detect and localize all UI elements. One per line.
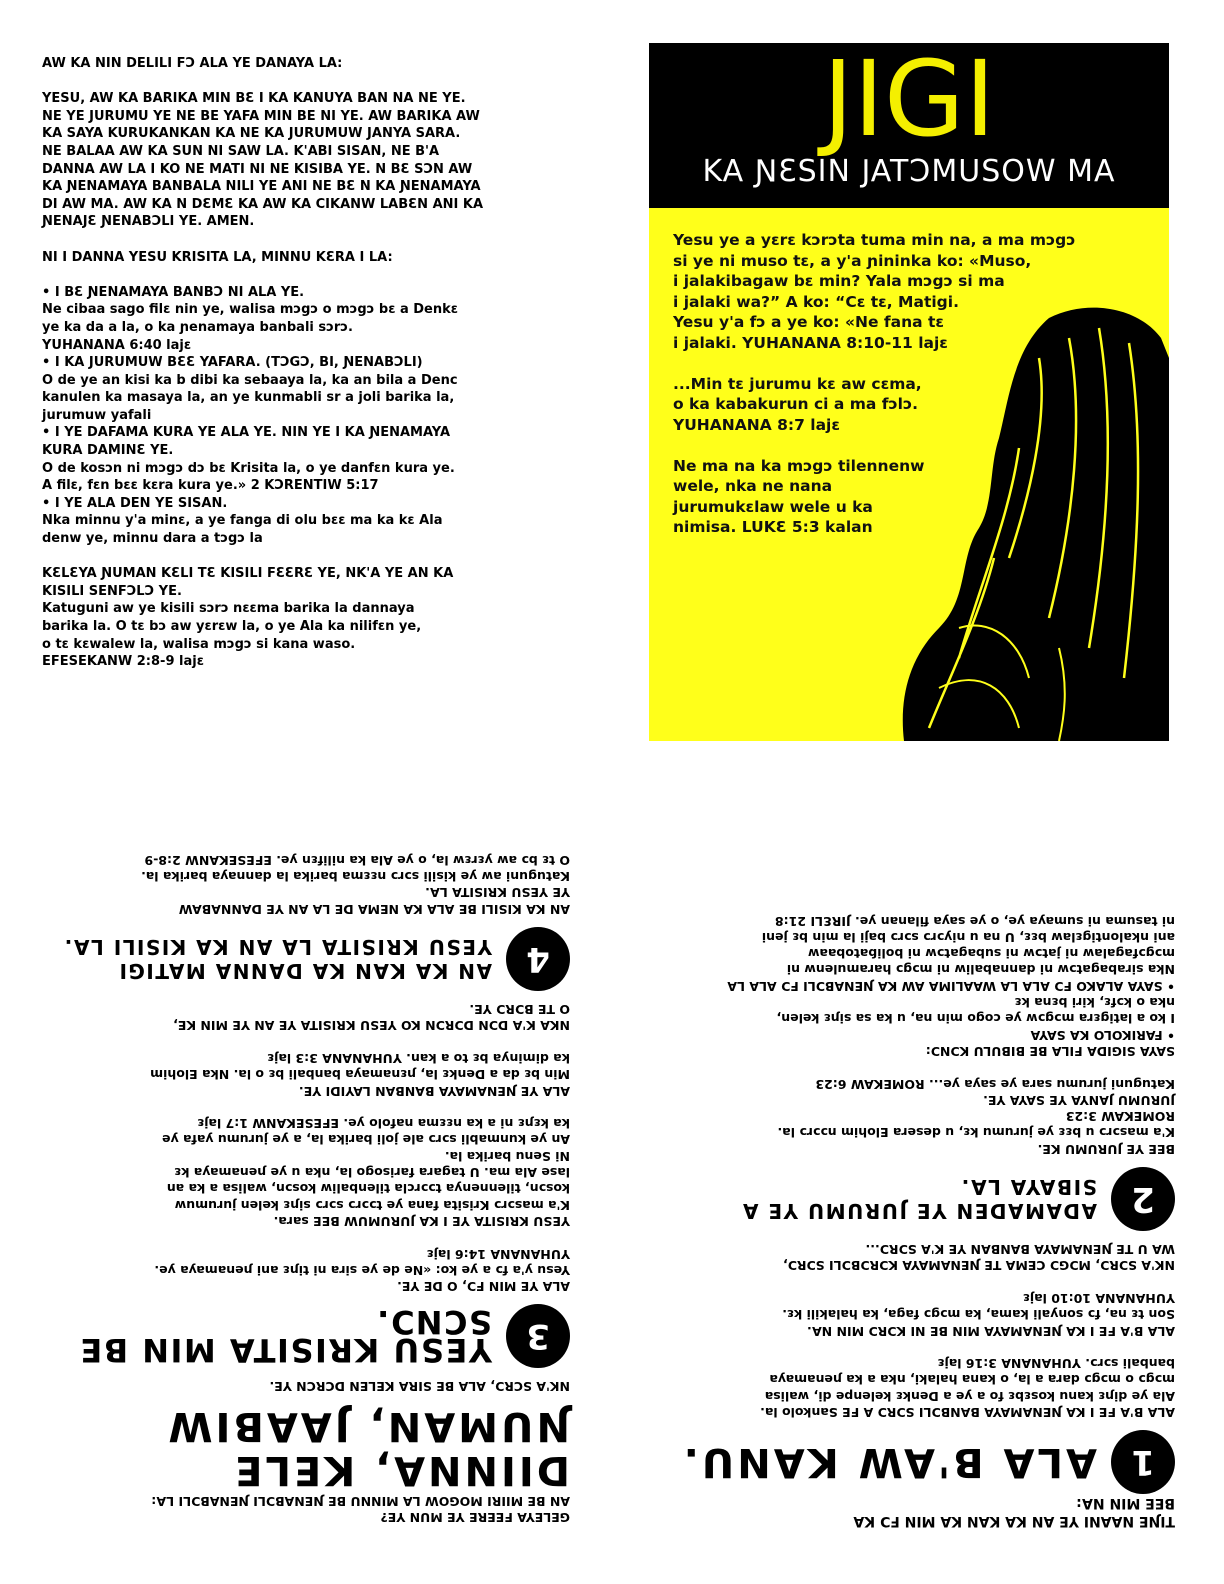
section-4-header — [30, 927, 570, 991]
section-3-text: ALA YE MIN FƆ, O DE YE. Yesu y'a fɔ a ye ko: «Ne de ye sira ni tiɲɛ ani ɲenamaya ye. YUHANANA 14:6 lajɛ YESU KRISITA YE I KA JURUMUW BEE sara. K'a masɔrɔ Krisita fana ye tɔɔrɔ sɔrɔ siɲɛ kelen jurumuw kosɔn, tilennenya tɔɔrcla tilenbaliw kosɔn, walisa a ka an lase Ala ma. U tagara farisogo la, nka u ye ɲenamaya kɛ Ni Senu barika la. An ye kunmabli sɔrɔ ale joli barika la, a ye jurumu yafa ye ka kɛɲɛ ni a ka nɛɛma nafolo ye. EFESEKANW 1:7 lajɛ ALA YE ƝENAMAYA BANBAN LAYIDI YE. Min bɛ da a Denkɛ la, ɲɛnamaya banbali bɛ o la. Nka Elohim ka diminya bɛ to a kan. YUHANANA 3:3 lajɛ NKA K'A DƆN DƆRƆN KO YESU KRISITA YE AN YE MIN KE, O TE BƆRƆ YE. — [150, 1002, 570, 1295]
section-4-title: AN KA KAN KA DANNA MATIGI YESU KRISITA LA AN KA KISILI LA. — [63, 934, 492, 983]
panel-left — [30, 825, 570, 1525]
panel-left-intro: GELEYA FEERE YE MUN YE? AN BE MIIRI MOGOW LA MINNU BE ƝENABƆLI ƝENABƆLI LA: — [151, 1493, 570, 1525]
section-3-title: YESU KRISITA MIN BE SCNƆ. — [78, 1303, 492, 1370]
cover-subtitle: KA ƝƐSIN JATƆMUSOW MA — [702, 154, 1116, 189]
panel-left-intro2: NK'A SCRƆ, ALA BE SIRA KELEN DCRCN YE. — [269, 1379, 570, 1395]
section-2-number: 2 — [1111, 1167, 1175, 1231]
section-4-number: 4 — [506, 927, 570, 991]
cover-scripture-text: Yesu ye a yɛrɛ kɔrɔta tuma min na, a ma mɔgɔ si ye ni muso tɛ, a y'a ɲininka ko: «Muso, i jalakibagaw bɛ min? Yala mɔgɔ si ma i jalaki wa?” A ko: “Cɛ tɛ, Matigi. Yesu y'a fɔ a ye ko: «Ne fana tɛ i jalaki. YUHANANA 8:10-11 lajɛ ...Min tɛ jurumu kɛ aw cɛma, o ka kabakurun ci a ma fɔlɔ. YUHANANA 8:7 lajɛ Ne ma na ka mɔgɔ tilennenw wele, nka ne nana jurumukɛlaw wele u ka nimisa. LUKƐ 5:3 kalan — [673, 231, 1076, 536]
panel-right-intro: TIƝE NAANI YE AN KA KAN KA MIN FƆ KA BEE MIN NA: — [853, 1495, 1175, 1529]
section-1-text: ALA B'A FE I KA ƝENAMAYA BANBƆLI SƆRƆ A FE Sankolo la. Ala ye diɲɛ kanu kosɛbɛ fo a ye a Denkɛ kelenpe di, walisa mɔgɔ o mɔgɔ dara a la, o kana halaki, nka a ka ɲenamaya banbali sɔrɔ. YUHANANA 3:16 lajɛ ALA B'A FE I KA ƝENAMAYA MIN BE NI KƆRƆ MIN NA. Son tɛ na, fɔ sonyali kama, ka mɔgɔ faga, ka halakili kɛ. YUHANANA 10:10 lajɛ NK'A SƆRƆ, MƆGƆ CEMA TE ƝENAMAYA KƆRƆBƆLI SƆRƆ, WA U TE ƝENAMAYA BANBAN YE K'A SƆRƆ... — [760, 1242, 1175, 1420]
cover-title: JIGI — [822, 38, 996, 160]
section-1-header — [655, 1430, 1175, 1494]
section-2-header — [655, 1167, 1175, 1231]
section-2-text: BEE YE JURUMU KE. K'a masɔrɔ u bɛɛ ye jurumu kɛ, u desera Elohim nɔɔrɔ la. ROMEKAW 3:23 JURUMU JANYA YE SAYA YE. Katuguni jurumu sara ye saya ye... ROMEKAW 6:23 SAYA SIGIDA FILA BE BIBULU KƆNƆ: • FARIKOLO KA SAYA I ko a latigɛra mɔgɔw ye cogo min na, u ka sa siɲɛ kelen, nka o kɔfɛ, kiri bɛna kɛ • SAYA ALAKO FƆ ALA LA WAALIMA AW KA ƝENABƆLI FƆ ALA LA Nka sirabagatɔw ni dannabaliw ni mɔgɔ haramulenw ni mɔgɔfagalaw ni jatɔw ni subagatɔw ni boliɓatobaaw ani nkalontigɛlaw bɛɛ, U na u niyɔrɔ sɔrɔ baji la min bɛ jeni ni tasuma ni sumaya ye, o ye saya filanan ye. JIRƐLI 21:8 — [727, 913, 1175, 1157]
panel-left-headline: DIINNA, KELE ƝUMAN, JAABIW — [165, 1403, 570, 1494]
cover-body — [649, 208, 1169, 741]
section-3-header — [30, 1304, 570, 1368]
prayer-text: AW KA NIN DELILI FƆ ALA YE DANAYA LA: YESU, AW KA BARIKA MIN BƐ I KA KANUYA BAN NA NE YE. NE YE JURUMU YE NE BE YAFA MIN BE NI YE. AW BARIKA AW KA SAYA KURUKANKAN KA NE KA JURUMUW JANYA SARA. NE BALAA AW KA SUN NI SAW LA. K'ABI SISAN, NE B'A DANNA AW LA I KO NE MATI NI NE KISIBA YE. N BƐ SƆN AW KA ƝENAMAYA BANBALA NILI YE ANI NE BƐ N KA ƝENAMAYA DI AW MA. AW KA N DƐMƐ KA AW KA CIKANW LABƐN ANI KA ƝENAJƐ ƝENABƆLI YE. AMEN. NI I DANNA YESU KRISITA LA, MINNU KƐRA I LA: • I BƐ ƝENAMAYA BANBƆ NI ALA YE. Ne cibaa sago filɛ nin ye, walisa mɔgɔ o mɔgɔ bɛ a Denkɛ ye ka da a la, o ka ɲenamaya banbali sɔrɔ. YUHANANA 6:40 lajɛ • I KA JURUMUW BƐƐ YAFARA. (TƆGƆ, BI, ƝENABƆLI) O de ye an kisi ka b dibi ka sebaaya la, ka an bila a Denc kanulen ka masaya la, an ye kunmabli sr a joli barika la, jurumuw yafali • I YE DAFAMA KURA YE ALA YE. NIN YE I KA ƝENAMAYA KURA DAMINƐ YE. O de kosɔn ni mɔgɔ dɔ bɛ Krisita la, o ye danfɛn kura ye. A filɛ, fɛn bɛɛ kɛra kura ye.» 2 KƆRENTIW 5:17 • I YE ALA DEN YE SISAN. Nka minnu y'a minɛ, a ye fanga di olu bɛɛ ma ka kɛ Ala denw ye, minnu dara a tɔgɔ la KƐLƐYA ƝUMAN KƐLI TƐ KISILI FƐƐRƐ YE, NK'A YE AN KA KISILI SENFƆLƆ YE. Katuguni aw ye kisili sɔrɔ nɛɛma barika la dannaya barika la. O tɛ bɔ aw yɛrɛw la, o ye Ala ka nilifɛn ye, o tɛ kɛwalew la, walisa mɔgɔ si kana waso. EFESEKANW 2:8-9 lajɛ — [42, 56, 484, 670]
section-3-number: 3 — [506, 1304, 570, 1368]
section-1-number: 1 — [1111, 1430, 1175, 1494]
section-2-title: ADAMADEN YE JURUMU YE A SIBAYA LA. — [741, 1174, 1097, 1223]
section-4-text: AN KA KISILI BE ALA KA NEMA DE LA AN YE DANNABAW YE YESU KRISITA LA. Katuguni aw ye kisili sɔrɔ nɛɛma barika la dannaya barika la. O tɛ bɔ aw yɛrɛw la, o ye Ala ka nilifɛn ye. EFESEKANW 2:8-9 — [141, 852, 570, 917]
section-1-title: ALA B'AW KANU. — [680, 1439, 1097, 1485]
cover-header — [649, 38, 1169, 208]
panel-right — [655, 825, 1175, 1530]
